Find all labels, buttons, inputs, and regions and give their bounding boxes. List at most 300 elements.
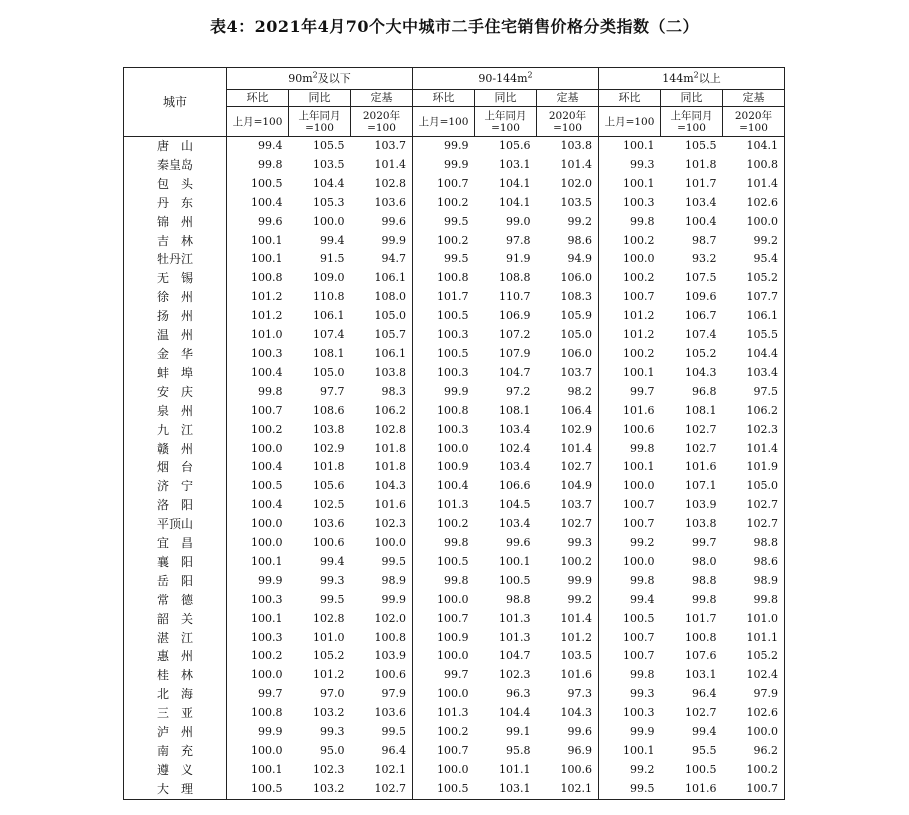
table-row	[124, 402, 785, 421]
index-value: 104.7	[499, 365, 531, 379]
index-value: 103.2	[289, 780, 351, 799]
index-value: 103.4	[499, 460, 531, 474]
index-value: 106.2	[351, 402, 413, 421]
index-value: 105.2	[723, 269, 785, 288]
index-value: 107.4	[685, 328, 717, 342]
index-value: 100.8	[413, 402, 475, 421]
index-value: 100.0	[413, 685, 475, 704]
index-value: 108.1	[685, 403, 717, 417]
index-value: 101.4	[723, 440, 785, 459]
index-value: 100.4	[227, 364, 289, 383]
table-row	[124, 156, 785, 175]
index-value: 99.8	[599, 666, 661, 685]
index-value: 91.9	[506, 252, 531, 266]
sub-header-mom: 环比	[227, 90, 289, 107]
index-value: 103.7	[537, 496, 599, 515]
index-value: 100.5	[227, 477, 289, 496]
index-value: 102.7	[723, 496, 785, 515]
index-value: 96.8	[692, 384, 717, 398]
index-value: 100.0	[599, 477, 661, 496]
index-value: 103.1	[499, 157, 531, 171]
index-value: 100.1	[227, 553, 289, 572]
index-value: 99.8	[413, 572, 475, 591]
index-value: 101.2	[227, 307, 289, 326]
index-value: 98.0	[692, 554, 717, 568]
sub-header-yoy: 同比	[289, 90, 351, 107]
table-row	[124, 515, 785, 534]
index-value: 100.6	[537, 761, 599, 780]
city-name: 遵 义	[124, 761, 227, 780]
table-row	[124, 175, 785, 194]
table-row	[124, 780, 785, 799]
index-value: 95.8	[506, 744, 531, 757]
index-value: 105.0	[351, 307, 413, 326]
index-value: 100.0	[227, 515, 289, 534]
index-value: 102.3	[499, 668, 531, 682]
city-name: 湛 江	[124, 629, 227, 648]
index-value: 107.6	[685, 649, 717, 663]
index-value: 99.6	[227, 213, 289, 232]
base-header-fixed: 2020年=100	[351, 107, 413, 137]
index-value: 105.2	[723, 647, 785, 666]
index-value: 101.6	[661, 780, 723, 799]
index-value: 91.5	[320, 252, 345, 266]
city-name: 韶 关	[124, 610, 227, 629]
index-value: 100.0	[723, 723, 785, 742]
city-name: 大 理	[124, 780, 227, 799]
sub-header-fixed: 定基	[723, 90, 785, 107]
index-value: 101.3	[413, 704, 475, 723]
index-value: 99.8	[599, 213, 661, 232]
index-value: 96.3	[506, 687, 531, 701]
city-name: 济 宁	[124, 477, 227, 496]
index-value: 105.5	[723, 326, 785, 345]
index-value: 99.9	[351, 591, 413, 610]
city-name: 安 庆	[124, 383, 227, 402]
index-value: 99.5	[413, 213, 475, 232]
index-value: 100.3	[599, 194, 661, 213]
index-value: 99.7	[692, 536, 717, 550]
index-value: 100.5	[599, 610, 661, 629]
index-value: 101.2	[313, 668, 345, 682]
index-value: 101.6	[537, 666, 599, 685]
sub-header-yoy: 同比	[661, 90, 723, 107]
index-value: 104.4	[499, 706, 531, 720]
index-value: 100.5	[685, 762, 717, 776]
index-value: 101.1	[499, 762, 531, 776]
index-value: 103.2	[313, 706, 345, 720]
index-value: 102.7	[685, 441, 717, 455]
city-name: 烟 台	[124, 458, 227, 477]
city-name: 吉 林	[124, 232, 227, 251]
index-value: 93.2	[692, 252, 717, 266]
index-value: 102.8	[351, 421, 413, 440]
index-value: 99.4	[599, 591, 661, 610]
index-value: 97.5	[723, 383, 785, 402]
index-value: 103.8	[351, 364, 413, 383]
table-row	[124, 704, 785, 723]
city-name: 无 锡	[124, 269, 227, 288]
city-name: 岳 阳	[124, 572, 227, 591]
sub-header-mom: 环比	[413, 90, 475, 107]
index-value: 101.0	[227, 326, 289, 345]
city-name: 桂 林	[124, 666, 227, 685]
index-value: 99.7	[599, 383, 661, 402]
table-row	[124, 288, 785, 307]
index-value: 102.5	[313, 498, 345, 512]
index-value: 106.9	[499, 309, 531, 323]
index-value: 100.5	[413, 345, 475, 364]
city-name: 洛 阳	[124, 496, 227, 515]
index-value: 100.0	[599, 553, 661, 572]
index-value: 99.9	[413, 156, 475, 175]
index-value: 100.6	[313, 536, 345, 550]
index-value: 99.6	[351, 213, 413, 232]
index-value: 99.2	[723, 232, 785, 251]
index-value: 103.1	[475, 780, 537, 799]
index-value: 100.2	[599, 232, 661, 251]
index-value: 101.3	[413, 496, 475, 515]
index-value: 106.6	[499, 479, 531, 493]
index-value: 96.9	[537, 742, 599, 761]
table-row	[124, 496, 785, 515]
index-value: 102.7	[351, 780, 413, 799]
index-value: 100.7	[599, 288, 661, 307]
table-row	[124, 534, 785, 553]
index-value: 98.6	[723, 553, 785, 572]
index-value: 99.5	[351, 723, 413, 742]
table-row	[124, 685, 785, 704]
index-value: 101.8	[351, 458, 413, 477]
index-value: 104.1	[723, 137, 785, 156]
index-value: 99.5	[413, 250, 475, 269]
index-value: 100.1	[599, 742, 661, 761]
index-value: 103.8	[537, 137, 599, 156]
index-value: 100.0	[413, 591, 475, 610]
index-value: 102.3	[723, 421, 785, 440]
index-value: 100.5	[227, 175, 289, 194]
index-value: 101.7	[685, 611, 717, 625]
table-row	[124, 137, 785, 156]
index-value: 105.6	[475, 137, 537, 156]
index-value: 100.4	[227, 458, 289, 477]
sub-header-fixed: 定基	[351, 90, 413, 107]
index-value: 103.7	[351, 137, 413, 156]
index-value: 101.7	[413, 288, 475, 307]
index-value: 100.2	[227, 647, 289, 666]
table-row	[124, 345, 785, 364]
index-value: 103.4	[685, 195, 717, 209]
index-value: 100.3	[227, 591, 289, 610]
index-value: 100.7	[599, 647, 661, 666]
index-value: 105.2	[685, 346, 717, 360]
index-value: 94.7	[351, 250, 413, 269]
table-row	[124, 761, 785, 780]
index-value: 100.4	[227, 496, 289, 515]
index-value: 99.2	[537, 591, 599, 610]
index-value: 105.5	[661, 137, 723, 156]
index-value: 99.3	[537, 534, 599, 553]
city-name: 常 德	[124, 591, 227, 610]
table-row	[124, 213, 785, 232]
table-row	[124, 326, 785, 345]
index-value: 107.7	[723, 288, 785, 307]
index-value: 102.4	[499, 441, 531, 455]
index-value: 100.7	[413, 610, 475, 629]
index-value: 101.2	[537, 629, 599, 648]
city-name: 宜 昌	[124, 534, 227, 553]
index-value: 96.4	[692, 687, 717, 701]
city-name: 温 州	[124, 326, 227, 345]
index-value: 96.2	[723, 742, 785, 761]
table-row	[124, 629, 785, 648]
index-value: 108.1	[499, 403, 531, 417]
table-row	[124, 666, 785, 685]
index-value: 105.0	[313, 365, 345, 379]
index-value: 106.1	[313, 309, 345, 323]
index-value: 100.4	[227, 194, 289, 213]
index-value: 99.8	[723, 591, 785, 610]
index-value: 95.4	[723, 250, 785, 269]
index-value: 100.9	[413, 458, 475, 477]
index-value: 106.2	[723, 402, 785, 421]
sub-header-fixed: 定基	[537, 90, 599, 107]
base-header-yoy: 上年同月=100	[475, 107, 537, 137]
table-row	[124, 307, 785, 326]
table-row	[124, 440, 785, 459]
index-value: 103.8	[685, 517, 717, 531]
index-value: 97.8	[506, 233, 531, 247]
index-value: 104.7	[499, 649, 531, 663]
index-value: 97.2	[506, 384, 531, 398]
index-value: 108.1	[313, 346, 345, 360]
index-value: 104.1	[499, 176, 531, 190]
index-value: 102.6	[723, 194, 785, 213]
index-value: 104.9	[537, 477, 599, 496]
index-value: 101.6	[685, 460, 717, 474]
index-value: 100.8	[413, 269, 475, 288]
index-value: 100.5	[227, 780, 289, 799]
city-name: 泉 州	[124, 402, 227, 421]
index-value: 100.2	[413, 194, 475, 213]
index-value: 100.7	[723, 780, 785, 799]
index-value: 100.9	[413, 629, 475, 648]
index-value: 98.8	[723, 534, 785, 553]
city-name: 锦 州	[124, 213, 227, 232]
index-value: 106.4	[537, 402, 599, 421]
index-value: 100.3	[599, 704, 661, 723]
index-value: 100.8	[351, 629, 413, 648]
index-value: 100.7	[599, 629, 661, 648]
index-value: 109.6	[685, 290, 717, 304]
index-value: 100.1	[499, 554, 531, 568]
index-value: 101.2	[599, 326, 661, 345]
city-name: 牡丹江	[124, 250, 227, 269]
index-value: 99.9	[351, 232, 413, 251]
city-name: 九 江	[124, 421, 227, 440]
table-row	[124, 421, 785, 440]
city-name: 南 充	[124, 742, 227, 761]
index-value: 101.0	[313, 630, 345, 644]
index-value: 99.4	[320, 554, 345, 568]
index-value: 108.0	[351, 288, 413, 307]
table-row	[124, 364, 785, 383]
index-value: 102.1	[351, 761, 413, 780]
index-value: 101.0	[723, 610, 785, 629]
index-value: 104.4	[313, 176, 345, 190]
index-value: 99.9	[413, 137, 475, 156]
index-value: 99.5	[351, 553, 413, 572]
index-value: 99.8	[599, 572, 661, 591]
index-value: 100.1	[227, 610, 289, 629]
index-value: 103.7	[537, 364, 599, 383]
city-name: 北 海	[124, 685, 227, 704]
table-row	[124, 477, 785, 496]
index-value: 100.2	[413, 232, 475, 251]
index-value: 99.9	[599, 723, 661, 742]
index-value: 100.2	[413, 723, 475, 742]
index-value: 104.3	[537, 704, 599, 723]
index-value: 95.0	[320, 744, 345, 757]
index-value: 100.2	[227, 421, 289, 440]
index-value: 104.1	[499, 195, 531, 209]
index-value: 110.7	[499, 290, 531, 304]
city-name: 三 亚	[124, 704, 227, 723]
base-header-mom: 上月=100	[599, 107, 661, 137]
city-name: 丹 东	[124, 194, 227, 213]
index-value: 102.7	[537, 515, 599, 534]
index-value: 101.4	[723, 175, 785, 194]
index-value: 100.7	[599, 515, 661, 534]
index-value: 100.7	[599, 496, 661, 515]
index-value: 101.1	[723, 629, 785, 648]
index-value: 105.0	[537, 326, 599, 345]
index-value: 101.6	[351, 496, 413, 515]
index-value: 99.9	[227, 723, 289, 742]
index-value: 99.8	[227, 156, 289, 175]
index-value: 100.0	[227, 666, 289, 685]
index-value: 97.9	[351, 685, 413, 704]
sub-header-yoy: 同比	[475, 90, 537, 107]
city-name: 金 华	[124, 345, 227, 364]
index-value: 100.0	[227, 742, 289, 761]
index-value: 105.5	[289, 137, 351, 156]
index-value: 99.8	[692, 592, 717, 606]
index-value: 100.5	[499, 573, 531, 587]
table-row	[124, 647, 785, 666]
base-header-yoy: 上年同月=100	[289, 107, 351, 137]
index-value: 100.3	[413, 326, 475, 345]
index-value: 97.9	[723, 685, 785, 704]
index-value: 106.7	[685, 309, 717, 323]
index-value: 107.9	[499, 346, 531, 360]
index-value: 100.3	[227, 345, 289, 364]
table-row	[124, 458, 785, 477]
index-value: 99.7	[227, 685, 289, 704]
price-index-table	[123, 67, 785, 800]
city-name: 唐 山	[124, 137, 227, 156]
index-value: 100.0	[599, 250, 661, 269]
index-value: 102.7	[723, 515, 785, 534]
index-value: 100.7	[227, 402, 289, 421]
city-name: 秦皇岛	[124, 156, 227, 175]
index-value: 97.0	[320, 687, 345, 701]
index-value: 100.1	[599, 137, 661, 156]
index-value: 105.7	[351, 326, 413, 345]
city-name: 泸 州	[124, 723, 227, 742]
index-value: 100.6	[599, 421, 661, 440]
index-value: 100.0	[313, 214, 345, 228]
index-value: 103.5	[537, 647, 599, 666]
index-value: 103.1	[685, 668, 717, 682]
index-value: 99.5	[320, 592, 345, 606]
index-value: 104.3	[351, 477, 413, 496]
index-value: 100.1	[599, 175, 661, 194]
index-value: 104.3	[685, 365, 717, 379]
index-value: 99.8	[227, 383, 289, 402]
index-value: 110.8	[313, 290, 345, 304]
index-value: 97.7	[320, 384, 345, 398]
index-value: 108.6	[313, 403, 345, 417]
index-value: 100.1	[599, 364, 661, 383]
index-value: 103.6	[351, 704, 413, 723]
index-value: 102.8	[313, 611, 345, 625]
base-header-fixed: 2020年=100	[537, 107, 599, 137]
index-value: 106.0	[537, 345, 599, 364]
city-name: 襄 阳	[124, 553, 227, 572]
index-value: 99.1	[506, 725, 531, 739]
table-row	[124, 591, 785, 610]
index-value: 102.7	[537, 458, 599, 477]
index-value: 102.9	[537, 421, 599, 440]
index-value: 100.0	[227, 534, 289, 553]
index-value: 99.2	[599, 534, 661, 553]
index-value: 104.4	[723, 345, 785, 364]
index-value: 103.4	[499, 422, 531, 436]
index-value: 108.3	[537, 288, 599, 307]
index-value: 105.9	[537, 307, 599, 326]
index-value: 101.4	[537, 610, 599, 629]
index-value: 101.3	[499, 611, 531, 625]
index-value: 100.3	[413, 364, 475, 383]
index-value: 99.6	[537, 723, 599, 742]
index-value: 99.6	[506, 536, 531, 550]
index-value: 100.1	[227, 232, 289, 251]
index-value: 102.7	[685, 422, 717, 436]
index-value: 99.4	[692, 725, 717, 739]
city-name: 赣 州	[124, 440, 227, 459]
table-row	[124, 194, 785, 213]
index-value: 98.3	[351, 383, 413, 402]
index-value: 100.5	[413, 553, 475, 572]
table-body	[124, 137, 785, 800]
city-name: 蚌 埠	[124, 364, 227, 383]
sub-header-mom: 环比	[599, 90, 661, 107]
index-value: 100.3	[413, 421, 475, 440]
index-value: 105.2	[313, 649, 345, 663]
table-row	[124, 269, 785, 288]
base-header-yoy: 上年同月=100	[661, 107, 723, 137]
city-name: 平顶山	[124, 515, 227, 534]
index-value: 99.5	[599, 780, 661, 799]
index-value: 100.5	[413, 780, 475, 799]
index-value: 102.0	[351, 610, 413, 629]
index-value: 100.4	[413, 477, 475, 496]
index-value: 101.9	[723, 458, 785, 477]
index-value: 99.2	[599, 761, 661, 780]
index-value: 100.8	[227, 704, 289, 723]
index-value: 104.5	[499, 498, 531, 512]
